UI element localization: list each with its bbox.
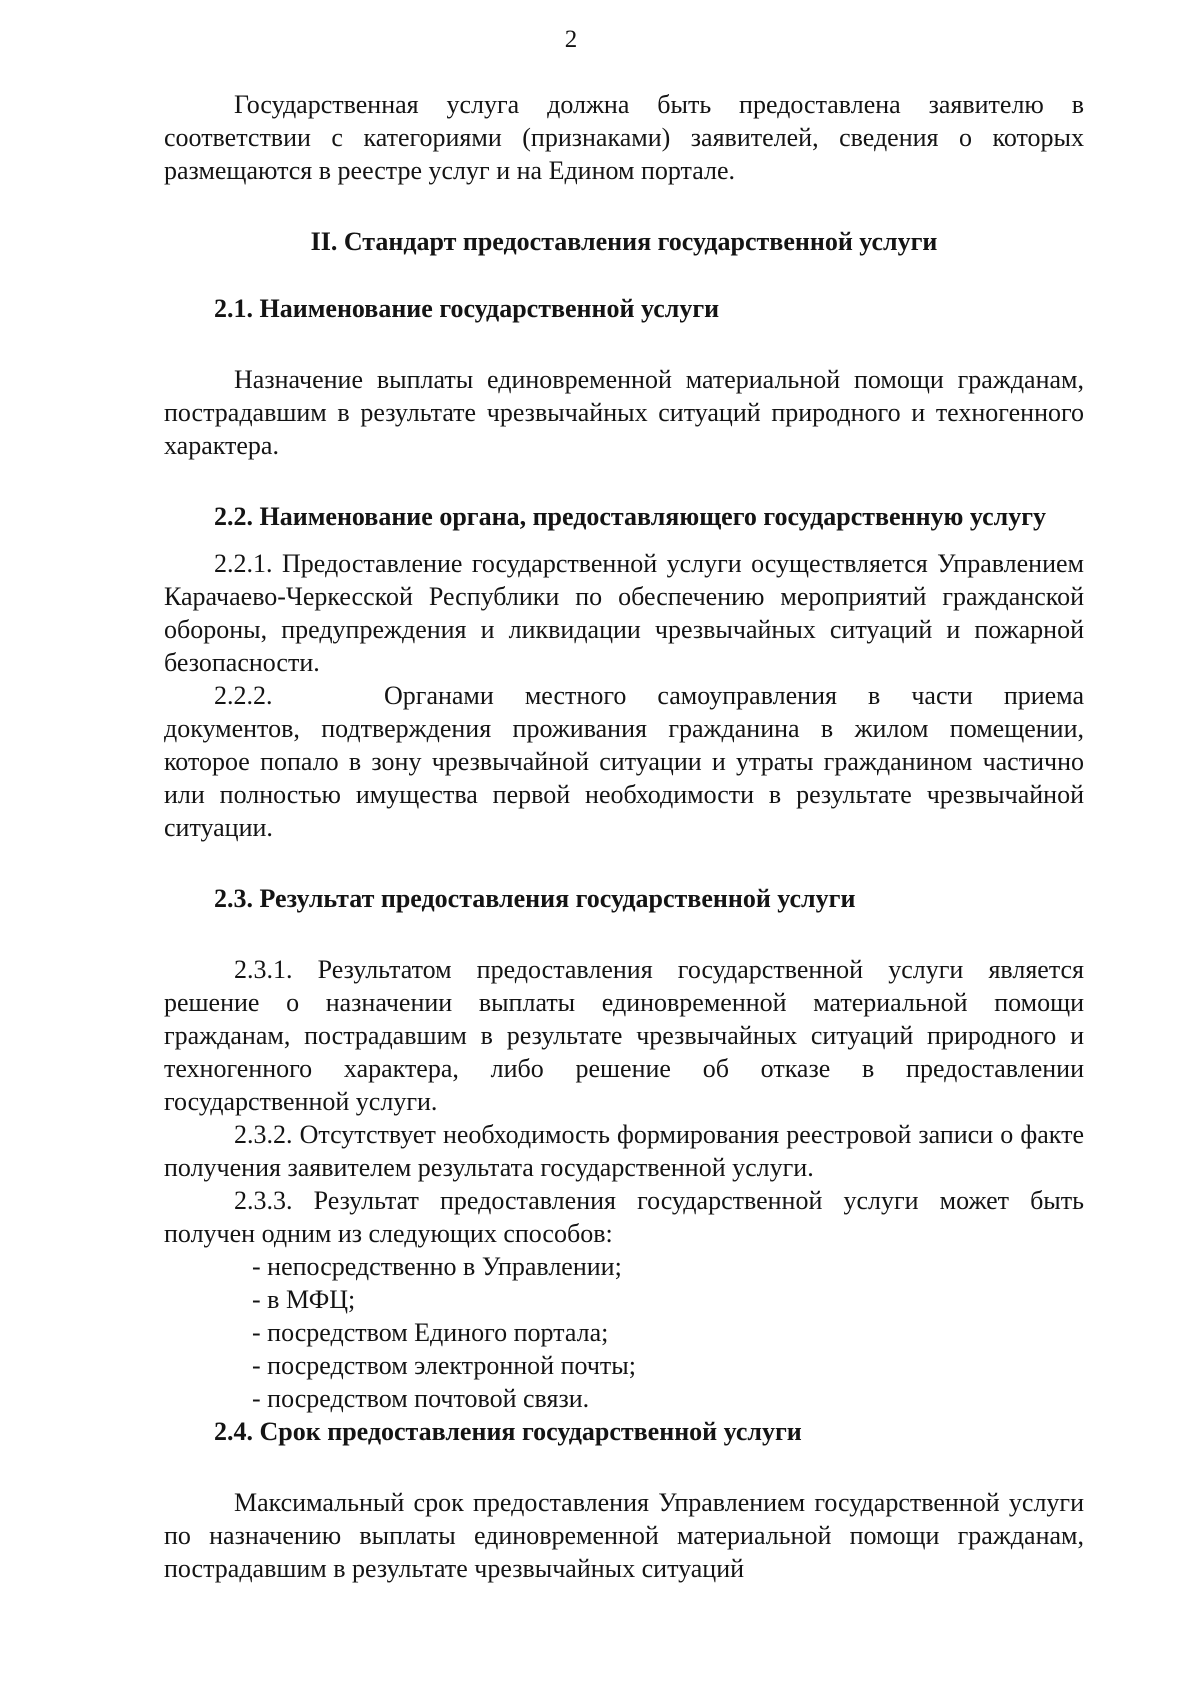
paragraph-2-3-2: 2.3.2. Отсутствует необходимость формирования реестровой записи о факте получения заявителем результата государственной услуги. [164, 1120, 1084, 1182]
paragraph-2-2-1 [164, 547, 1084, 679]
subsection-2-3-title: 2.3. Результат предоставления государственной услуги [214, 884, 856, 913]
result-methods-list [164, 1250, 1084, 1415]
subsection-2-2-title: 2.2. Наименование органа, предоставляющего государственную услугу [214, 502, 1047, 531]
paragraph-2-3-1: 2.3.1. Результатом предоставления государственной услуги является решение о назначении выплаты единовременной материальной помощи гражданам, пострадавшим в результате чрезвычайных ситуаций природного и техногенного характера, либо решение об отказе в предоставлении государственной услуги. [164, 955, 1084, 1116]
paragraph-2-2-2 [164, 679, 1084, 844]
paragraph-2-2-2-text: Органами местного самоуправления в части приема документов, подтверждения проживания гражданина в жилом помещении, которое попало в зону чрезвычайной ситуации и утраты гражданином частично или полностью имущества первой необходимости в результате чрезвычайной ситуации. [164, 681, 1084, 842]
paragraph-2-2-1-label: 2.2.1. [214, 549, 273, 578]
subsection-2-1-text: Назначение выплаты единовременной материальной помощи гражданам, пострадавшим в результате чрезвычайных ситуаций природного и техногенного характера. [164, 365, 1084, 460]
subsection-2-4-title: 2.4. Срок предоставления государственной услуги [214, 1417, 802, 1446]
section-title: II. Стандарт предоставления государственной услуги [310, 227, 938, 256]
paragraph-2-2-2-label: 2.2.2. [214, 681, 273, 710]
list-item: - посредством почтовой связи. [252, 1382, 1084, 1415]
list-item: - в МФЦ; [252, 1283, 1084, 1316]
subsection-2-1-title: 2.1. Наименование государственной услуги [214, 294, 720, 323]
list-item: - посредством электронной почты; [252, 1349, 1084, 1382]
list-item: - посредством Единого портала; [252, 1316, 1084, 1349]
paragraph-2-2-1-text: Предоставление государственной услуги осуществляется Управлением Карачаево-Черкесской Республики по обеспечению мероприятий гражданской обороны, предупреждения и ликвидации чрезвычайных ситуаций и пожарной безопасности. [164, 549, 1085, 677]
page-number: 2 [564, 26, 578, 53]
paragraph-2-3-3: 2.3.3. Результат предоставления государственной услуги может быть получен одним из следующих способов: [164, 1186, 1084, 1248]
subsection-2-4-text: Максимальный срок предоставления Управлением государственной услуги по назначению выплаты единовременной материальной помощи гражданам, пострадавшим в результате чрезвычайных ситуаций [164, 1488, 1084, 1583]
intro-paragraph: Государственная услуга должна быть предоставлена заявителю в соответствии с категориями (признаками) заявителей, сведения о которых размещаются в реестре услуг и на Едином портале. [164, 90, 1084, 185]
document-body [164, 88, 1084, 1585]
list-item: - непосредственно в Управлении; [252, 1250, 1084, 1283]
